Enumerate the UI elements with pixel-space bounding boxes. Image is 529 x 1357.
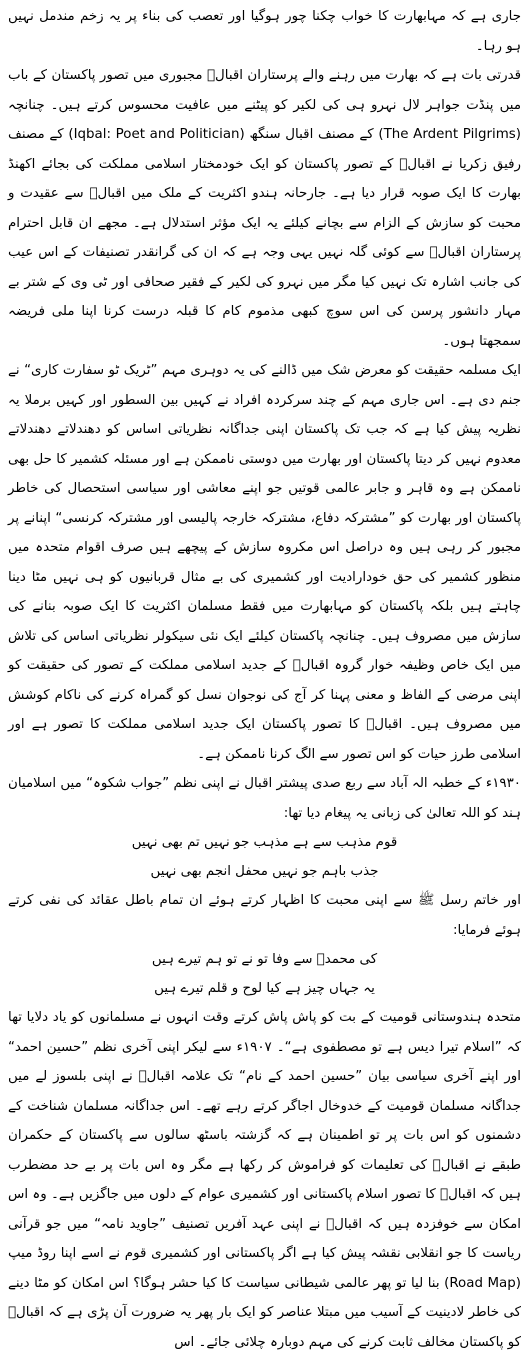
paragraph-3: ایک مسلمہ حقیقت کو معرض شک میں ڈالنے کی یہ دوہری مہم ”ٹریک ٹو سفارت کاری“ نے جنم دی ہے۔ اس جاری مہم کے چند سرکردہ افراد نے کہیں بین السطور اور کہیں برملا یہ نظریہ پیش کیا ہے کہ جب تک پاکستان اپنی جداگانہ نظریاتی اساس کو دھندلاتے دھندلاتے معدوم نہیں کر دیتا پاکستان اور بھارت میں دوستی ناممکن ہے اور مسئلہ کشمیر کا حل بھی ناممکن ہے وہ قاہر و جابر عالمی قوتیں جو اپنے معاشی اور سیاسی استحصال کی خاطر پاکستان اور بھارت کو ”مشترکہ دفاع، مشترکہ خارجہ پالیسی اور مشترکہ کرنسی“ اپنانے پر مجبور کر رہی ہیں وہ دراصل اس مکروہ سازش کے پیچھے ہیں صرف اقوام متحدہ میں منظور کشمیر کی حق خودارادیت اور کشمیری کی بے مثال قربانیوں کو ہی نہیں مٹا دینا چاہتے ہیں بلکہ پاکستان کو مہابھارت میں فقط مسلمان اکثریت کا ایک صوبہ بنانے کی سازش میں مصروف ہیں۔ چنانچہ پاکستان کیلئے ایک نئی سیکولر نظریاتی اساس کی تلاش میں ایک خاص وظیفہ خوار گروہ اقبالؒ کے جدید اسلامی مملکت کے تصور کی حقیقت کو اپنی مرضی کے الفاظ و معنی پہنا کر آج کی نوجوان نسل کو گمراہ کرنے کی ناکام کوشش میں مصروف ہیں۔ اقبالؒ کا تصور پاکستان ایک جدید اسلامی مملکت کا تصور ہے اور اسلامی طرز حیات کو اس تصور سے الگ کرنا ناممکن ہے۔ (8, 363, 521, 762)
closing-paragraph: متحدہ ہندوستانی قومیت کے بت کو پاش پاش کرتے وقت انہوں نے مسلمانوں کو یاد دلایا تھا کہ ”اسلام تیرا دیس ہے تو مصطفوی ہے“۔ ۱۹۰۷ء سے لیکر اپنی آخری نظم ”حسین احمد“ اور اپنے آخری سیاسی بیان ”حسین احمد کے نام“ تک علامہ اقبالؒ نے اپنی بلسوز لے میں جداگانہ مسلمان قومیت کے خدوخال اجاگر کرتے رہے تھے۔ اس جداگانہ مسلمان شناخت کے دشمنوں کو اس بات پر تو اطمینان ہے کہ گزشتہ باسٹھ سالوں سے پاکستان کے حکمران طبقے نے اقبالؒ کی تعلیمات کو فراموش کر رکھا ہے مگر وہ اس بات پر بے حد مضطرب ہیں کہ اقبالؒ کا تصور اسلام پاکستانی اور کشمیری عوام کے دلوں میں جاگزیں ہے۔ وہ اس امکان سے خوفزدہ ہیں کہ اقبالؒ نے اپنی عہد آفریں تصنیف ”جاوید نامہ“ میں جو قرآنی ریاست کا جو انقلابی نقشہ پیش کیا ہے اگر پاکستانی اور کشمیری قوم نے اسے اپنا روڈ میپ (Road Map) بنا لیا تو پھر عالمی شیطانی سیاست کا کیا حشر ہوگا؟ اس امکان کو مٹا دینے کی خاطر لادینیت کے آسیب میں مبتلا عناصر کو ایک بار پھر یہ ضرورت آن پڑی ہے کہ اقبالؒ کو پاکستان مخالف ثابت کرنے کی مہم دوبارہ چلائی جائے۔ اس (8, 1010, 521, 1350)
bridge-paragraph: اور خاتم رسل ﷺ سے اپنی محبت کا اظہار کرتے ہوئے ان تمام باطل عقائد کی نفی کرتے ہوئے فرمایا: (8, 893, 521, 938)
poem-verse-1 (8, 828, 521, 886)
paragraph-2: قدرتی بات ہے کہ بھارت میں رہنے والے پرستاران اقبالؒ مجبوری میں تصور پاکستان کے باب میں پنڈت جواہر لال نہرو ہی کی لکیر کو پیٹنے میں عافیت محسوس کرتے ہیں۔ چنانچہ (The Ardent Pilgrims) کے مصنف اقبال سنگھ (Iqbal: Poet and Politician) کے مصنف رفیق زکریا نے اقبالؒ کے تصور پاکستان کو ایک خودمختار اسلامی مملکت کی بجائے اکھنڈ بھارت کا ایک صوبہ قرار دیا ہے۔ جارحانہ ہندو اکثریت کے ملک میں اقبالؒ سے عقیدت و محبت کو سازش کے الزام سے بچانے کیلئے یہ ایک مؤثر استدلال ہے۔ مجھے ان قابل احترام پرستاران اقبالؒ سے کوئی گلہ نہیں یہی وجہ ہے کہ ان کی گرانقدر تصنیفات کے اس عیب کی جانب اشارہ تک نہیں کیا مگر میں نہرو کی لکیر کے فقیر صحافی اور ٹی وی کے شتر بے مہار دانشور پرسن کی اس سوچ کبھی مذموم کام کا قبلہ درست کرنا اپنا ملی فریضہ سمجھتا ہوں۔ (8, 68, 521, 349)
poem-line: جذب باہم جو نہیں محفل انجم بھی نہیں (150, 864, 379, 879)
poem-line: یہ جہاں چیز ہے کیا لوح و قلم تیرے ہیں (154, 981, 375, 996)
poem-verse-2 (8, 945, 521, 1003)
paragraph-1: جاری ہے کہ مہابھارت کا خواب چکنا چور ہوگیا اور تعصب کی بناء پر یہ زخم مندمل نہیں ہو رہا۔ (8, 9, 521, 54)
paragraph-4: ۱۹۳۰ء کے خطبہ الہ آباد سے ربع صدی پیشتر اقبال نے اپنی نظم ”جواب شکوہ“ میں اسلامیان ہند کو اللہ تعالیٰ کی زبانی یہ پیغام دیا تھا: (8, 776, 521, 821)
poem-line: کی محمدؐ سے وفا تو نے تو ہم تیرے ہیں (151, 952, 378, 967)
poem-line: قوم مذہب سے ہے مذہب جو نہیں تم بھی نہیں (131, 835, 398, 850)
